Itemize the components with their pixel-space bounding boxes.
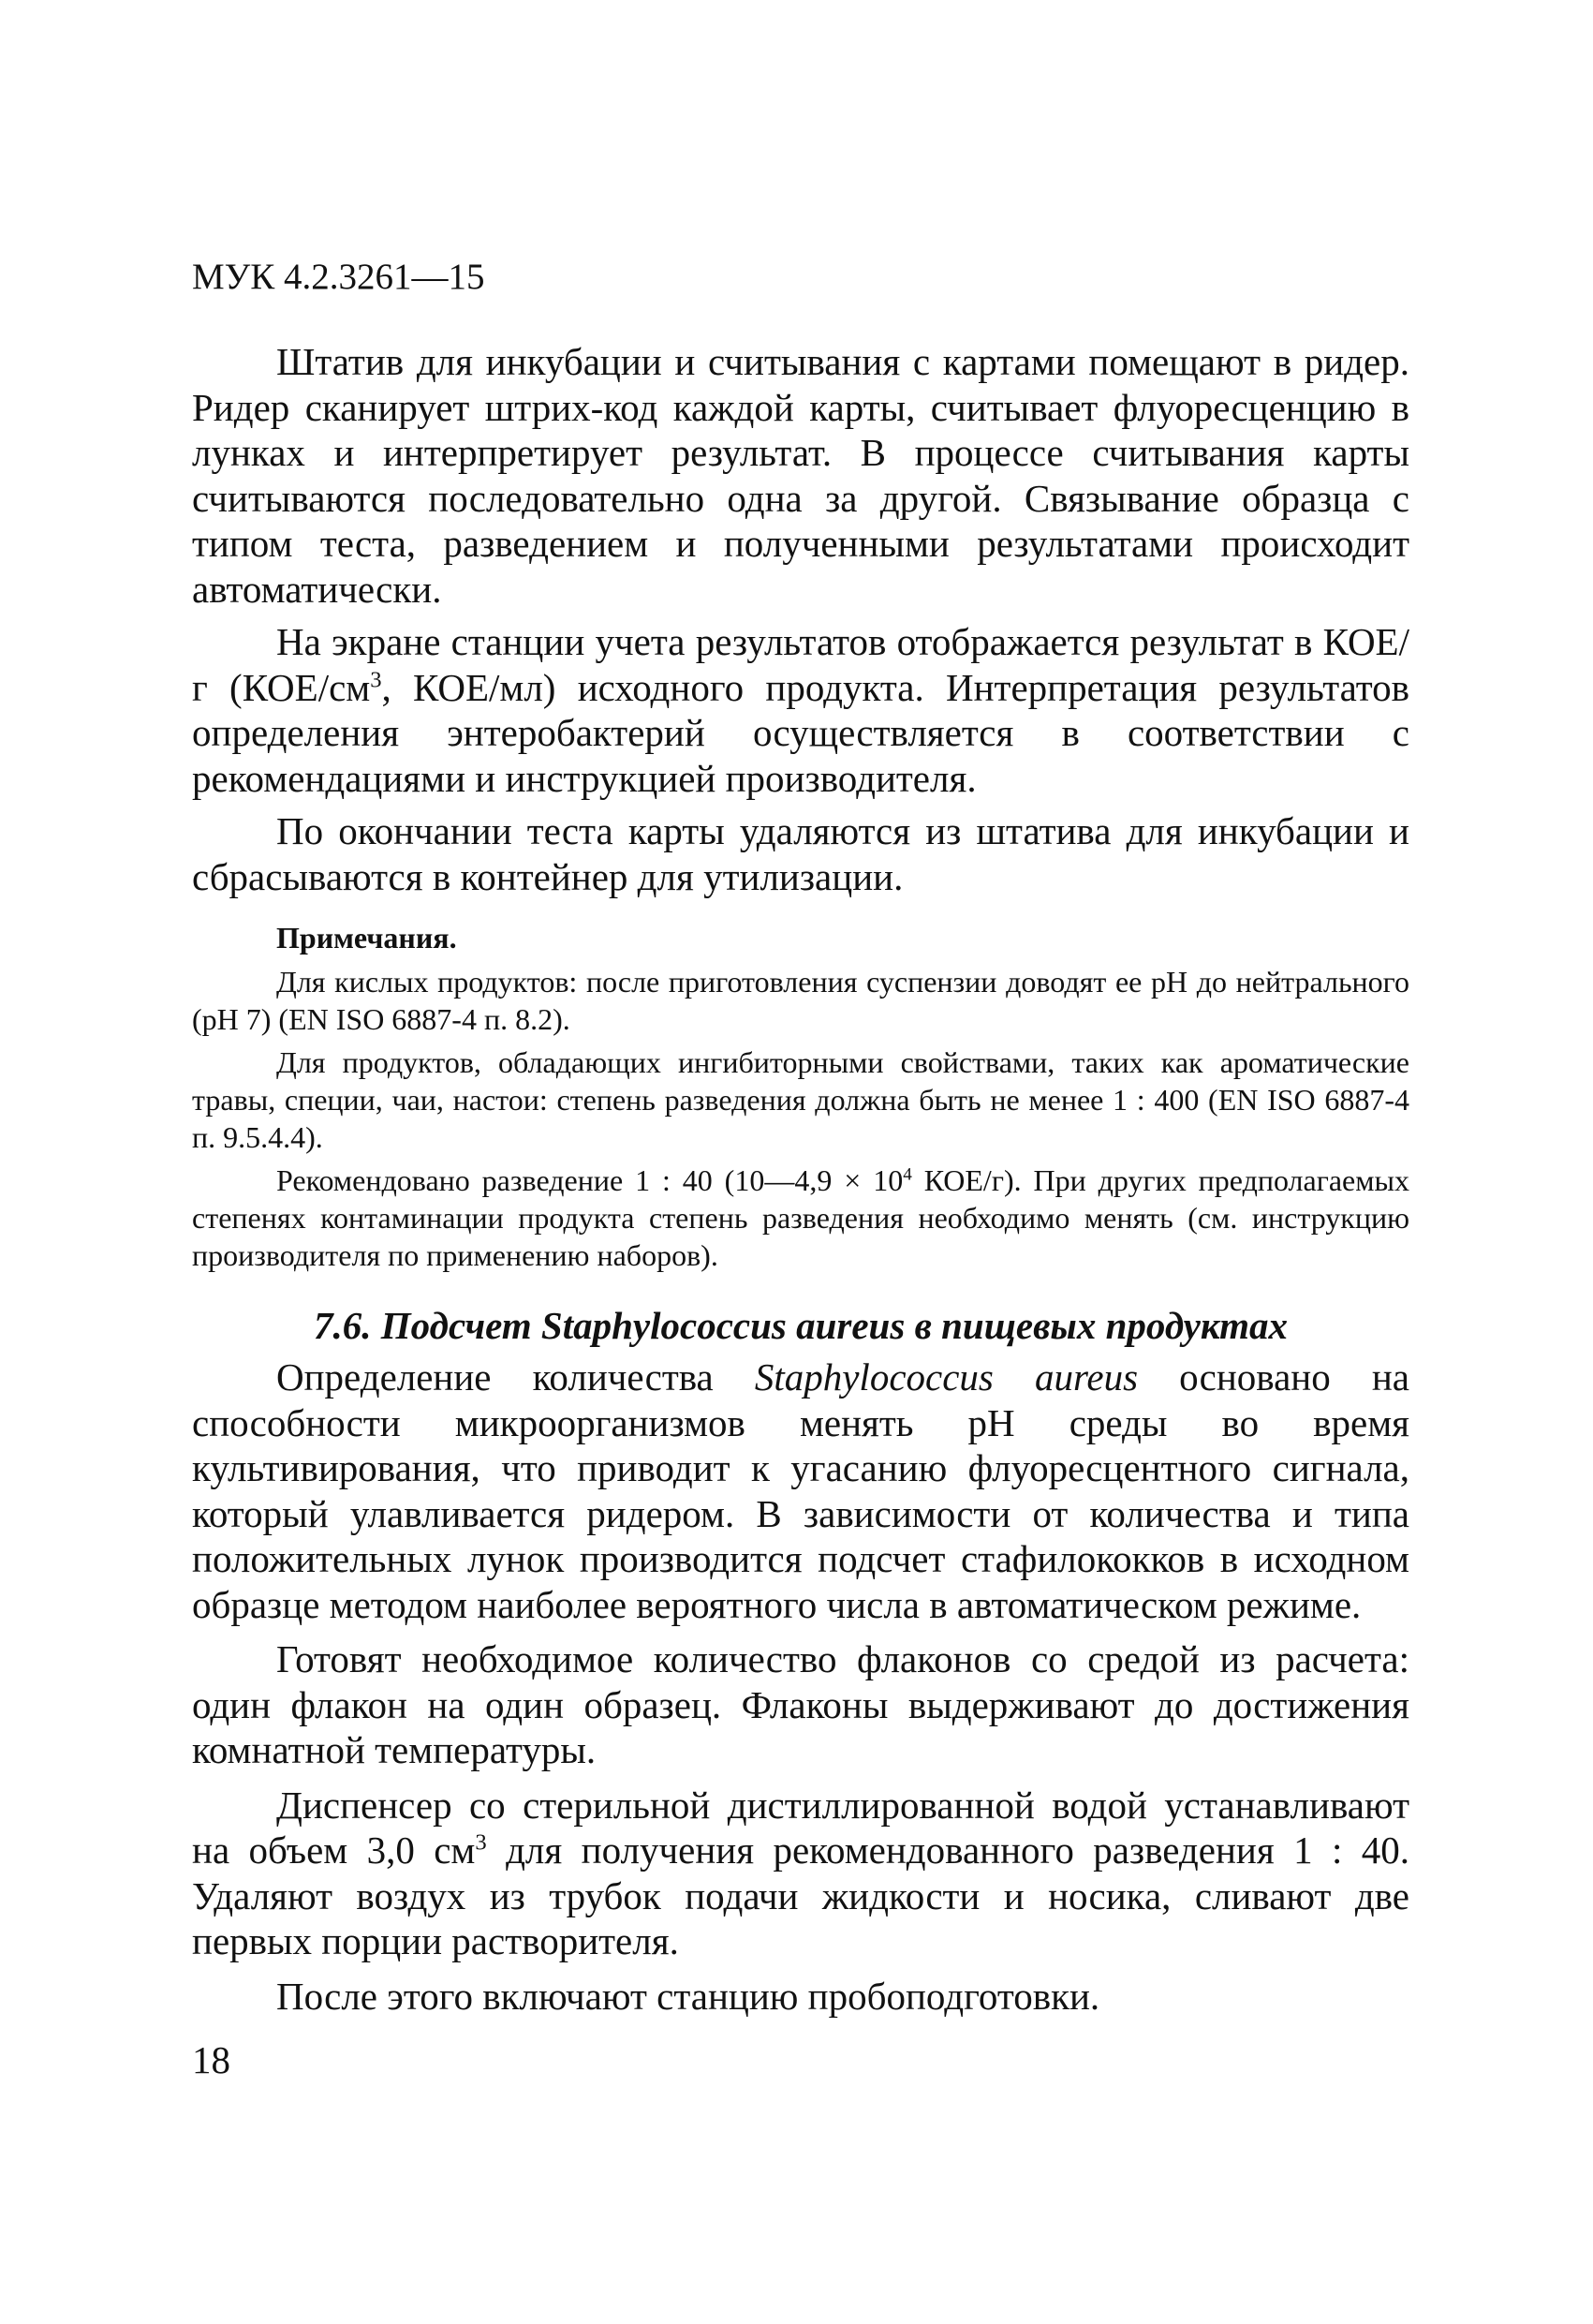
paragraph-flask-preparation: Готовят необходимое количество флаконов со средой из расчета: один флакон на один образец. Флаконы выдерживают до достижения комнатной температуры. (192, 1637, 1409, 1771)
note-recommended-dilution-part-b: КОЕ/г). При других предполагаемых степенях контаминации продукта степень разведения необходимо менять (см. инструкцию производителя по применению наборов). (192, 1163, 1410, 1272)
superscript-cube-2: 3 (475, 1829, 487, 1856)
section-heading-staphylococcus: 7.6. Подсчет Staphylococcus aureus в пищевых продуктах (314, 1304, 1288, 1347)
notes-title: Примечания. (276, 921, 457, 955)
paragraph-station-start: После этого включают станцию пробоподготовки. (276, 1974, 1100, 2018)
note-acidic-products: Для кислых продуктов: после приготовления суспензии доводят ее pH до нейтрального (pH 7) (EN ISO 6887-4 п. 8.2). (192, 965, 1409, 1036)
paragraph-dispenser-setup (192, 1783, 1409, 1964)
species-name-italic: Staphylococcus aureus (754, 1355, 1139, 1399)
paragraph-result-display-part-a: На экране станции учета результатов отображается результат в КОЕ/г (КОЕ/см (192, 620, 1409, 709)
note-recommended-dilution-part-a: Рекомендовано разведение 1 : 40 (10—4,9 × 10 (276, 1163, 904, 1197)
note-recommended-dilution (192, 1162, 1409, 1274)
document-body (192, 339, 1409, 2019)
document-number-header: МУК 4.2.3261—15 (192, 257, 485, 297)
note-inhibitory-products: Для продуктов, обладающих ингибиторными свойствами, таких как ароматические травы, специи, чаи, настои: степень разведения должна быть не менее 1 : 400 (EN ISO 6887-4 п. 9.5.4.4). (192, 1045, 1409, 1154)
paragraph-staph-principle-part-b: основано на способности микроорганизмов менять pH среды во время культивирования, что приводит к угасанию флуоресцентного сигнала, который улавливается ридером. В зависимости от количества и типа положительных лунок производится подсчет стафилококков в исходном образце методом наиболее вероятного числа в автоматическом режиме. (192, 1355, 1409, 1626)
superscript-power: 4 (903, 1164, 912, 1185)
superscript-cube: 3 (370, 666, 382, 692)
paragraph-reader-scanning: Штатив для инкубации и считывания с картами помещают в ридер. Ридер сканирует штрих-код каждой карты, считывает флуоресценцию в лунках и интерпретирует результат. В процессе считывания карты считываются последовательно одна за другой. Связывание образца с типом теста, разведением и полученными результатами происходит автоматически. (192, 340, 1409, 611)
paragraph-result-display (192, 619, 1409, 801)
paragraph-staph-principle-part-a: Определение количества (276, 1355, 755, 1399)
page-number: 18 (192, 2038, 230, 2081)
paragraph-dispenser-setup-part-b: для получения рекомендованного разведения 1 : 40. Удаляют воздух из трубок подачи жидкости и носика, сливают две первых порции растворителя. (192, 1828, 1410, 1962)
paragraph-result-display-part-b: , КОЕ/мл) исходного продукта. Интерпретация результатов определения энтеробактерий осуществляется в соответствии с рекомендациями и инструкцией производителя. (192, 665, 1410, 800)
paragraph-card-disposal: По окончании теста карты удаляются из штатива для инкубации и сбрасываются в контейнер для утилизации. (192, 809, 1409, 898)
paragraph-dispenser-setup-part-a: Диспенсер со стерильной дистиллированной водой устанавливают на объем 3,0 см (192, 1783, 1409, 1872)
paragraph-staph-principle (192, 1354, 1409, 1627)
